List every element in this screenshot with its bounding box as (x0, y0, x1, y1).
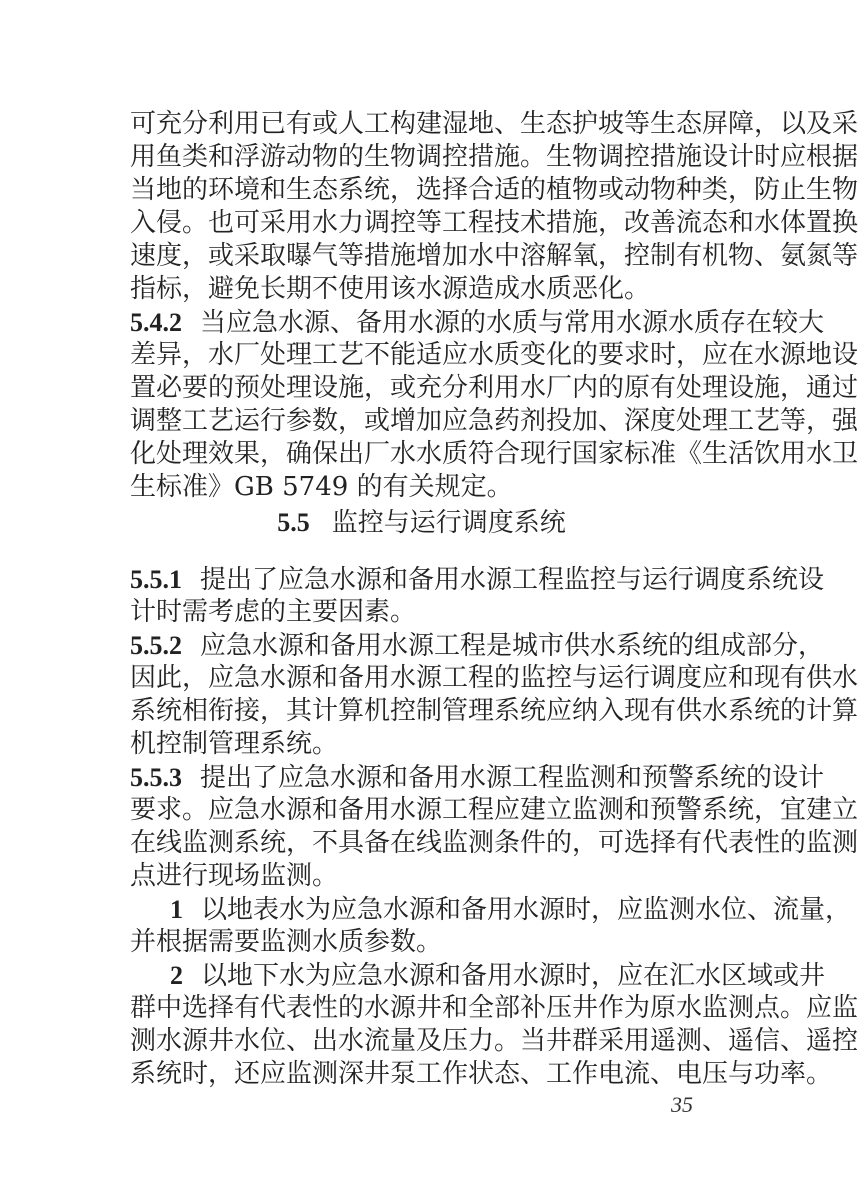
text-line (130, 563, 825, 596)
text-line (130, 860, 713, 893)
list-item (130, 959, 858, 1091)
text-line (130, 761, 825, 794)
line-text: 在线监测系统，不具备在线监测条件的，可选择有代表性的监测 (130, 828, 858, 858)
section-title: 监控与运行调度系统 (331, 508, 566, 538)
text-line (130, 141, 858, 174)
text-line (130, 959, 826, 992)
line-text: 生标准》GB 5749 的有关规定。 (130, 472, 513, 502)
line-text: 机控制管理系统。 (130, 729, 339, 759)
line-text: 速度，或采取曝气等措施增加水中溶解氧，控制有机物、氨氮等 (130, 241, 858, 271)
text-line (130, 108, 858, 141)
line-text: 差异，水厂处理工艺不能适应水质变化的要求时，应在水源地设 (130, 340, 858, 370)
text-line (130, 207, 858, 240)
line-text: 应急水源和备用水源工程是城市供水系统的组成部分， (200, 631, 825, 661)
line-text: 提出了应急水源和备用水源工程监控与运行调度系统设 (200, 565, 825, 595)
text-line (130, 629, 825, 662)
text-line (130, 794, 858, 827)
clause-number: 5.5.3 (130, 763, 182, 792)
text-line (130, 372, 858, 405)
page-number: 35 (671, 1092, 693, 1117)
text-line (130, 926, 713, 959)
line-text: 系统相衔接，其计算机控制管理系统应纳入现有供水系统的计算 (130, 696, 858, 726)
clause-number: 5.5.1 (130, 565, 182, 594)
line-text: 指标，避免长期不使用该水源造成水质恶化。 (130, 274, 651, 304)
line-text: 入侵。也可采用水力调控等工程技术措施，改善流态和水体置换 (130, 208, 858, 238)
line-text: 可充分利用已有或人工构建湿地、生态护坡等生态屏障，以及采 (130, 109, 858, 139)
clause-paragraph (130, 629, 858, 761)
line-text: 点进行现场监测。 (130, 861, 339, 891)
text-line (130, 827, 858, 860)
text-line (130, 992, 858, 1025)
text-line (130, 471, 713, 504)
text-line (130, 273, 713, 306)
line-text: 系统时，还应监测深井泵工作状态、工作电流、电压与功率。 (130, 1059, 833, 1089)
line-text: 当应急水源、备用水源的水质与常用水源水质存在较大 (200, 308, 825, 338)
clause-paragraph (130, 306, 858, 504)
section-number: 5.5 (277, 508, 310, 537)
clause-number: 5.5.2 (130, 631, 182, 660)
paragraphs-before (130, 108, 858, 504)
text-line (130, 405, 858, 438)
text-line (130, 662, 858, 695)
line-text: 群中选择有代表性的水源井和全部补压井作为原水监测点。应监 (130, 993, 858, 1023)
text-line (130, 240, 858, 273)
line-text: 计时需考虑的主要因素。 (130, 597, 417, 627)
line-text: 提出了应急水源和备用水源工程监测和预警系统的设计 (200, 763, 825, 793)
text-line (130, 695, 858, 728)
line-text: 用鱼类和浮游动物的生物调控措施。生物调控措施设计时应根据 (130, 142, 858, 172)
text-line (130, 339, 858, 372)
line-text: 以地表水为应急水源和备用水源时，应监测水位、流量， (201, 895, 852, 925)
clause-paragraph (130, 108, 858, 306)
document-body (130, 108, 858, 1091)
clause-paragraph (130, 563, 825, 629)
line-text: 并根据需要监测水质参数。 (130, 927, 443, 957)
paragraphs-after (130, 563, 858, 1091)
clause-number: 5.4.2 (130, 308, 182, 337)
line-text: 置必要的预处理设施，或充分利用水厂内的原有处理设施，通过 (130, 373, 858, 403)
text-line (130, 728, 713, 761)
section-heading (130, 506, 713, 539)
clause-paragraph (130, 761, 858, 893)
text-line (130, 174, 858, 207)
text-line (130, 596, 713, 629)
line-text: 要求。应急水源和备用水源工程应建立监测和预警系统，宜建立 (130, 795, 858, 825)
list-item (130, 893, 852, 959)
text-line (130, 438, 858, 471)
item-number: 2 (170, 961, 183, 990)
line-text: 化处理效果，确保出厂水水质符合现行国家标准《生活饮用水卫 (130, 439, 858, 469)
line-text: 当地的环境和生态系统，选择合适的植物或动物种类，防止生物 (130, 175, 858, 205)
text-line (130, 1058, 833, 1091)
line-text: 测水源井水位、出水流量及压力。当井群采用遥测、遥信、遥控 (130, 1026, 858, 1056)
text-line (130, 306, 825, 339)
line-text: 以地下水为应急水源和备用水源时，应在汇水区域或井 (201, 961, 826, 991)
line-text: 因此，应急水源和备用水源工程的监控与运行调度应和现有供水 (130, 663, 858, 693)
text-line (130, 1025, 858, 1058)
text-line (130, 893, 852, 926)
line-text: 调整工艺运行参数，或增加应急药剂投加、深度处理工艺等，强 (130, 406, 858, 436)
item-number: 1 (170, 895, 183, 924)
